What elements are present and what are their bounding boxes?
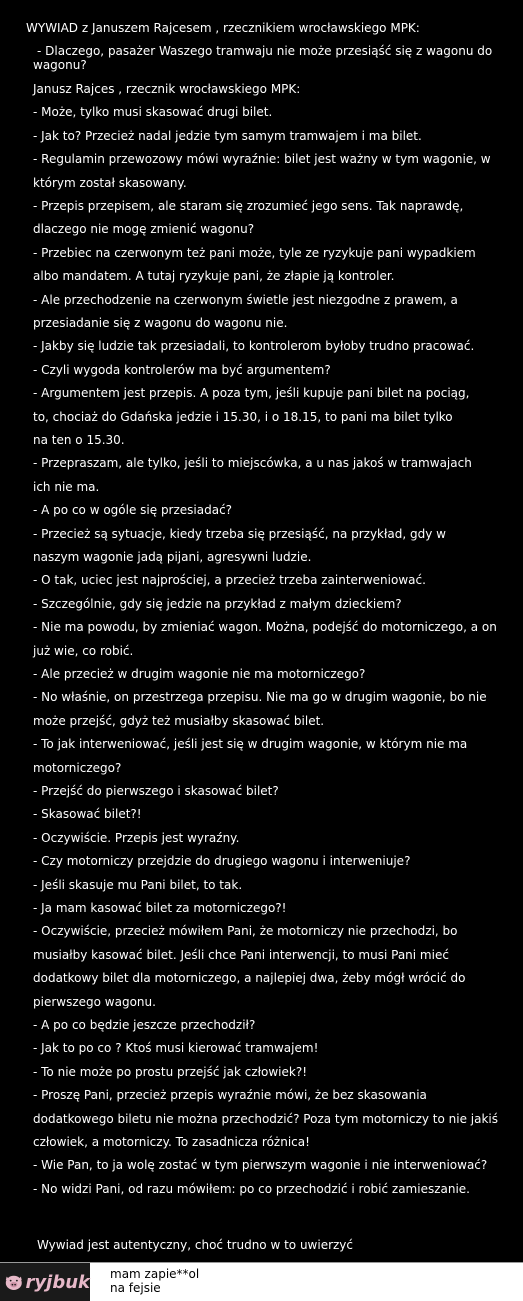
interview-line: - Przepis przepisem, ale staram się zrozumieć jego sens. Tak naprawdę, [33, 199, 464, 213]
interview-line: - A po co w ogóle się przesiadać? [33, 503, 233, 518]
interview-line: - Czyli wygoda kontrolerów ma być argumentem? [33, 362, 331, 377]
interview-line: musiałby kasować bilet. Jeśli chce Pani interwencji, to musi Pani mieć [33, 947, 449, 962]
interview-line: może przejść, gdyż też musiałby skasować bilet. [33, 713, 325, 728]
interview-line: - Ale przechodzenie na czerwonym świetle jest niezgodne z prawem, a [33, 292, 458, 307]
bottom-bar [0, 1262, 523, 1301]
interview-line: dodatkowy bilet dla motorniczego, a najlepiej dwa, żeby mógł wrócić do [33, 971, 466, 986]
interview-line: - Oczywiście, przecież mówiłem Pani, że motorniczy nie przechodzi, bo [33, 924, 458, 939]
interview-line: przesiadanie się z wagonu do wagonu nie. [33, 316, 288, 330]
interview-line: - Nie ma powodu, by zmieniać wagon. Można, podejść do motorniczego, a on [33, 620, 497, 635]
caption-line-2: na fejsie [110, 1281, 161, 1295]
interview-line: - Ja mam kasować bilet za motorniczego?! [33, 901, 287, 915]
interview-line: wagonu? [33, 58, 87, 72]
interview-line: - Skasować bilet?! [33, 807, 142, 822]
interview-line: - Jakby się ludzie tak przesiadali, to kontrolerom byłoby trudno pracować. [33, 339, 475, 354]
interview-line: - Może, tylko musi skasować drugi bilet. [33, 105, 273, 120]
pig-icon [4, 1272, 24, 1292]
interview-line: - Czy motorniczy przejdzie do drugiego wagonu i interweniuje? [33, 854, 411, 869]
interview-line: - Proszę Pani, przecież przepis wyraźnie mówi, że bez skasowania [33, 1088, 427, 1103]
caption [110, 1267, 199, 1295]
interview-title: WYWIAD z Januszem Rajcesem , rzecznikiem wrocławskiego MPK: [26, 21, 420, 35]
interview-line: - To jak interweniować, jeśli jest się w drugim wagonie, w którym nie ma [33, 737, 468, 752]
interview-line: - Jak to? Przecież nadal jedzie tym samym tramwajem i ma bilet. [33, 128, 422, 143]
interview-line: - Oczywiście. Przepis jest wyraźny. [33, 830, 240, 845]
caption-line-1: mam zapie**ol [110, 1267, 200, 1281]
interview-line: - Jeśli skasuje mu Pani bilet, to tak. [33, 877, 243, 892]
interview-line: - A po co będzie jeszcze przechodził? [33, 1018, 256, 1032]
interview-line: dlaczego nie mogę zmienić wagonu? [33, 222, 255, 237]
interview-line: - Przecież są sytuacje, kiedy trzeba się przesiąść, na przykład, gdy w [33, 526, 446, 541]
interview-line: dodatkowego biletu nie można przechodzić? Poza tym motorniczy to nie jakiś [33, 1111, 499, 1126]
interview-line: - Argumentem jest przepis. A poza tym, jeśli kupuje pani bilet na pociąg, [33, 386, 470, 401]
interview-line: - Regulamin przewozowy mówi wyraźnie: bilet jest ważny w tym wagonie, w [33, 152, 491, 167]
interview-line: - Przejść do pierwszego i skasować bilet? [33, 784, 279, 798]
interview-line: naszym wagonie jadą pijani, agresywni ludzie. [33, 550, 312, 564]
ryjbuk-logo[interactable] [0, 1263, 90, 1301]
interview-line: - Dlaczego, pasażer Waszego tramwaju nie może przesiąść się z wagonu do [37, 44, 493, 58]
interview-line: - Przepraszam, ale tylko, jeśli to miejscówka, a u nas jakoś w tramwajach [33, 456, 472, 471]
interview-line: - Szczególnie, gdy się jedzie na przykład z małym dzieckiem? [33, 596, 402, 611]
interview-line: - Jak to po co ? Ktoś musi kierować tramwajem! [33, 1041, 319, 1056]
interview-line: człowiek, a motorniczy. To zasadnicza różnica! [33, 1135, 310, 1149]
interview-line: już wie, co robić. [33, 643, 134, 658]
authenticity-note: Wywiad jest autentyczny, choć trudno w to uwierzyć [37, 1238, 354, 1252]
interview-line: Janusz Rajces , rzecznik wrocławskiego MPK: [33, 82, 301, 96]
interview-line: - Przebiec na czerwonym też pani może, tyle ze ryzykuje pani wypadkiem [33, 245, 476, 260]
interview-line: motorniczego? [33, 760, 122, 775]
interview-line: na ten o 15.30. [33, 433, 125, 447]
interview-line: - O tak, uciec jest najprościej, a przecież trzeba zainterweniować. [33, 573, 426, 588]
interview-line: albo mandatem. A tutaj ryzykuje pani, że złapie ją kontroler. [33, 269, 395, 284]
interview-line: pierwszego wagonu. [33, 994, 156, 1009]
logo-wordmark: ryjbuk [25, 1271, 90, 1293]
interview-line: - No właśnie, on przestrzega przepisu. Nie ma go w drugim wagonie, bo nie [33, 690, 487, 705]
interview-line: - Ale przecież w drugim wagonie nie ma motorniczego? [33, 667, 366, 681]
interview-line: którym został skasowany. [33, 175, 187, 190]
interview-line: - Wie Pan, to ja wolę zostać w tym pierwszym wagonie i nie interweniować? [33, 1158, 488, 1173]
interview-line: - No widzi Pani, od razu mówiłem: po co przechodzić i robić zamieszanie. [33, 1181, 470, 1196]
interview-line: to, chociaż do Gdańska jedzie i 15.30, i o 18.15, to pani ma bilet tylko [33, 409, 453, 424]
interview-line: ich nie ma. [33, 479, 100, 494]
interview-line: - To nie może po prostu przejść jak człowiek?! [33, 1064, 308, 1079]
